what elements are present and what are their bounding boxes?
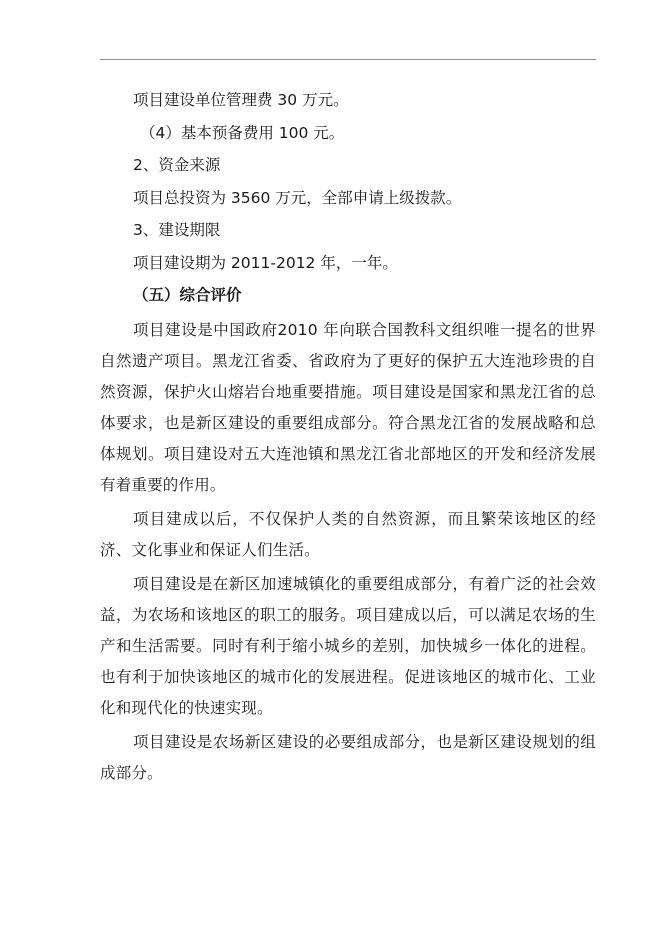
evaluation-heading: （五）综合评价 <box>133 286 242 304</box>
funding-heading: 2、资金来源 <box>133 156 221 174</box>
management-fee-line: 项目建设单位管理费 30 万元。 <box>133 91 349 109</box>
paragraph-planning: 项目建设是农场新区建设的必要组成部分，也是新区建设规划的组成部分。 <box>100 732 596 782</box>
paragraph-urbanization: 项目建设是在新区加速城镇化的重要组成部分，有着广泛的社会效益，为农场和该地区的职工的服务。项目建成以后，可以满足农场的生产和生活需要。同时有利于缩小城乡的差别，加快城乡一体化的进程。也有利于加快该地区的城市化的发展进程。促进该地区的城市化、工业化和现代化的快速实现。 <box>100 574 596 717</box>
funding-text: 项目总投资为 3560 万元，全部申请上级拨款。 <box>133 188 462 207</box>
document-body <box>100 84 596 789</box>
period-heading: 3、建设期限 <box>133 221 221 239</box>
paragraph-significance: 项目建设是中国政府2010 年向联合国教科文组织唯一提名的世界自然遗产项目。黑龙江省委、省政府为了更好的保护五大连池珍贵的自然资源，保护火山熔岩台地重要措施。项目建设是国家和黑龙江省的总体要求，也是新区建设的重要组成部分。符合黑龙江省的发展战略和总体规划。项目建设对五大连池镇和黑龙江省北部地区的开发和经济发展有着重要的作用。 <box>100 320 596 494</box>
paragraph-benefits: 项目建成以后，不仅保护人类的自然资源，而且繁荣该地区的经济、文化事业和保证人们生活。 <box>100 509 596 559</box>
period-text: 项目建设期为 2011-2012 年，一年。 <box>133 253 398 272</box>
header-rule <box>100 59 596 60</box>
reserve-fee-line: （4）基本预备费用 100 元。 <box>140 123 345 142</box>
